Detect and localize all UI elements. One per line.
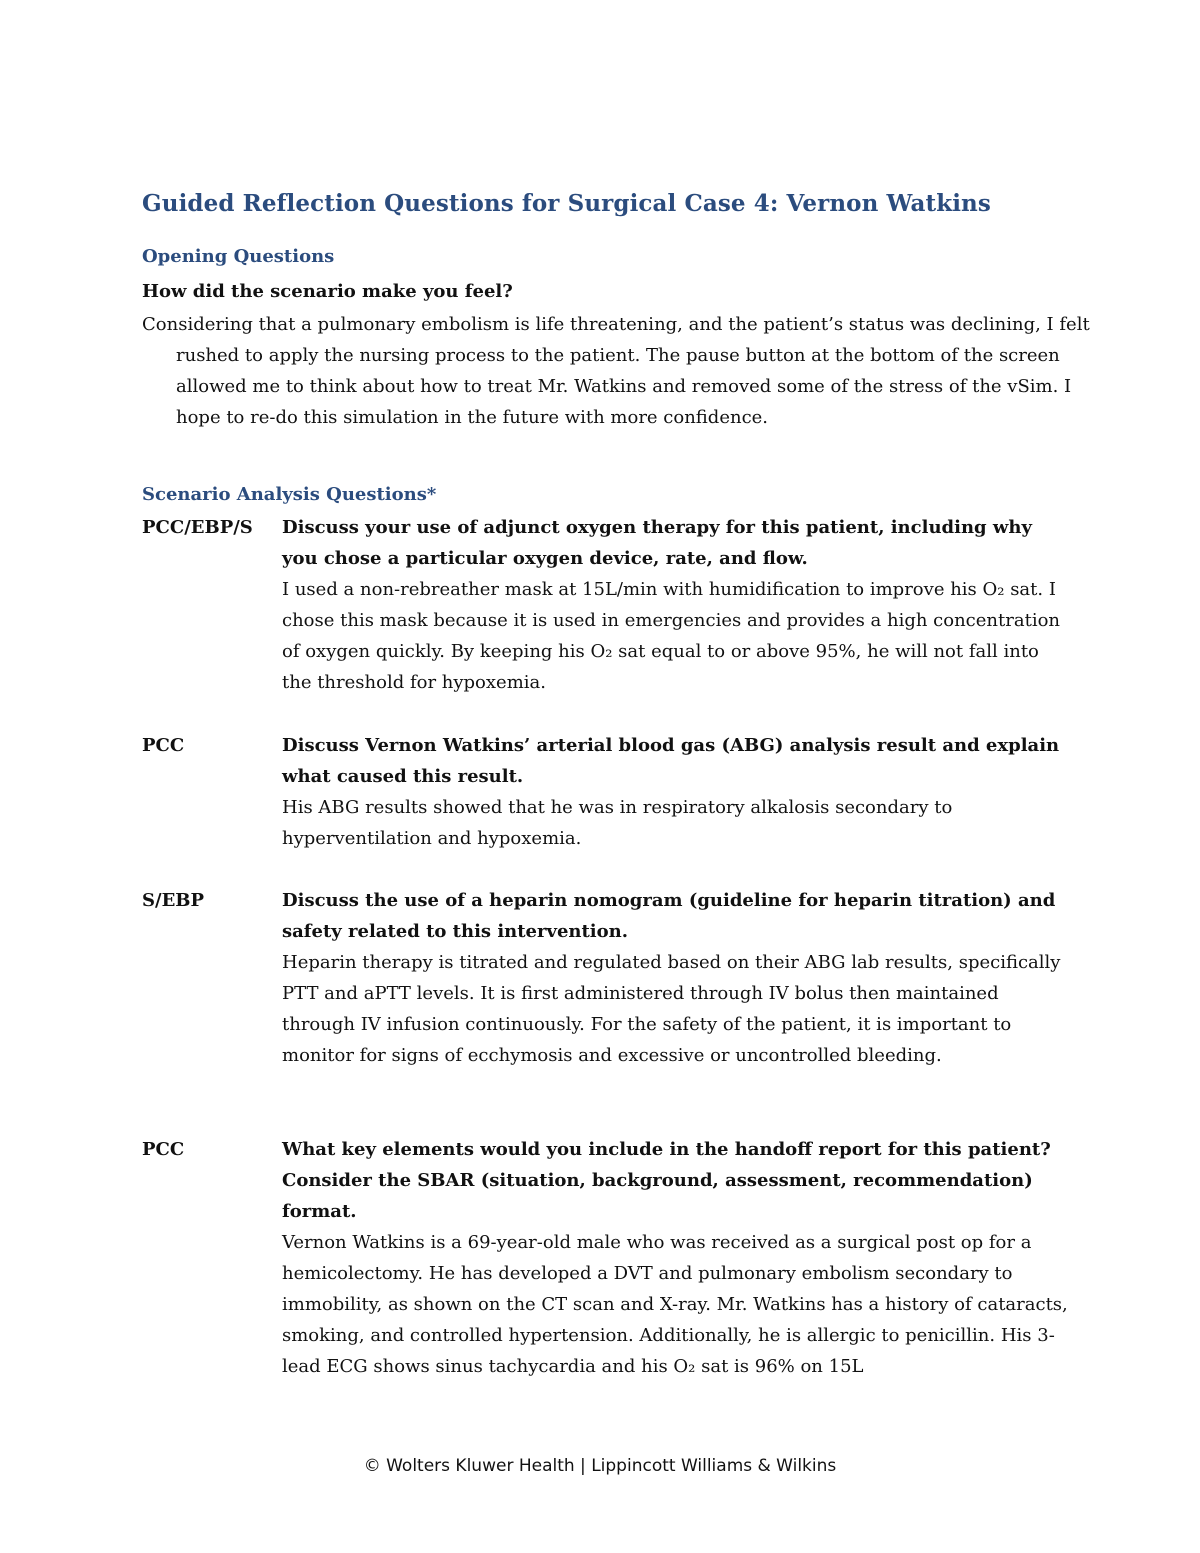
item-answer: I used a non-rebreather mask at 15L/min with humidification to improve his O₂ sat. I chose this mask because it is used in emergencies and provides a high concentration of oxygen quickly. By keeping his O₂ sat equal to or above 95%, he will not fall into the threshold for hypoxemia. [282,579,1060,693]
item-answer: His ABG results showed that he was in respiratory alkalosis secondary to hyperventilation and hypoxemia. [282,797,953,849]
item-qa [282,1134,1072,1382]
opening-questions-heading: Opening Questions [142,246,335,267]
item-qa [282,885,1072,1071]
item-question: Discuss your use of adjunct oxygen therapy for this patient, including why you chose a particular oxygen device, rate, and flow. [282,517,1032,569]
item-question: Discuss Vernon Watkins’ arterial blood gas (ABG) analysis result and explain what caused this result. [282,735,1060,787]
item-answer: Heparin therapy is titrated and regulated based on their ABG lab results, specifically PTT and aPTT levels. It is first administered through IV bolus then maintained through IV infusion continuously. For the safety of the patient, it is important to monitor for signs of ecchymosis and excessive or uncontrolled bleeding. [282,952,1061,1066]
item-code: PCC [142,1139,185,1160]
page-footer: © Wolters Kluwer Health | Lippincott Williams & Wilkins [363,1456,837,1476]
item-question: Discuss the use of a heparin nomogram (guideline for heparin titration) and safety related to this intervention. [282,890,1056,942]
item-answer: Vernon Watkins is a 69-year-old male who was received as a surgical post op for a hemicolectomy. He has developed a DVT and pulmonary embolism secondary to immobility, as shown on the CT scan and X-ray. Mr. Watkins has a history of cataracts, smoking, and controlled hypertension. Additionally, he is allergic to penicillin. His 3-lead ECG shows sinus tachycardia and his O₂ sat is 96% on 15L [282,1232,1068,1377]
opening-question: How did the scenario make you feel? [142,281,513,302]
item-code: S/EBP [142,890,205,911]
item-code: PCC [142,735,185,756]
document-title: Guided Reflection Questions for Surgical Case 4: Vernon Watkins [142,190,991,217]
scenario-analysis-heading: Scenario Analysis Questions* [142,484,437,505]
opening-answer: Considering that a pulmonary embolism is life threatening, and the patient’s status was declining, I felt rushed to apply the nursing process to the patient. The pause button at the bottom of the screen allowed me to think about how to treat Mr. Watkins and removed some of the stress of the vSim. I hope to re-do this simulation in the future with more confidence. [142,314,1090,428]
item-qa [282,730,1072,854]
item-code: PCC/EBP/S [142,517,253,538]
item-question: What key elements would you include in the handoff report for this patient? Consider the SBAR (situation, background, assessment, recommendation) format. [282,1139,1051,1222]
item-qa [282,512,1072,698]
